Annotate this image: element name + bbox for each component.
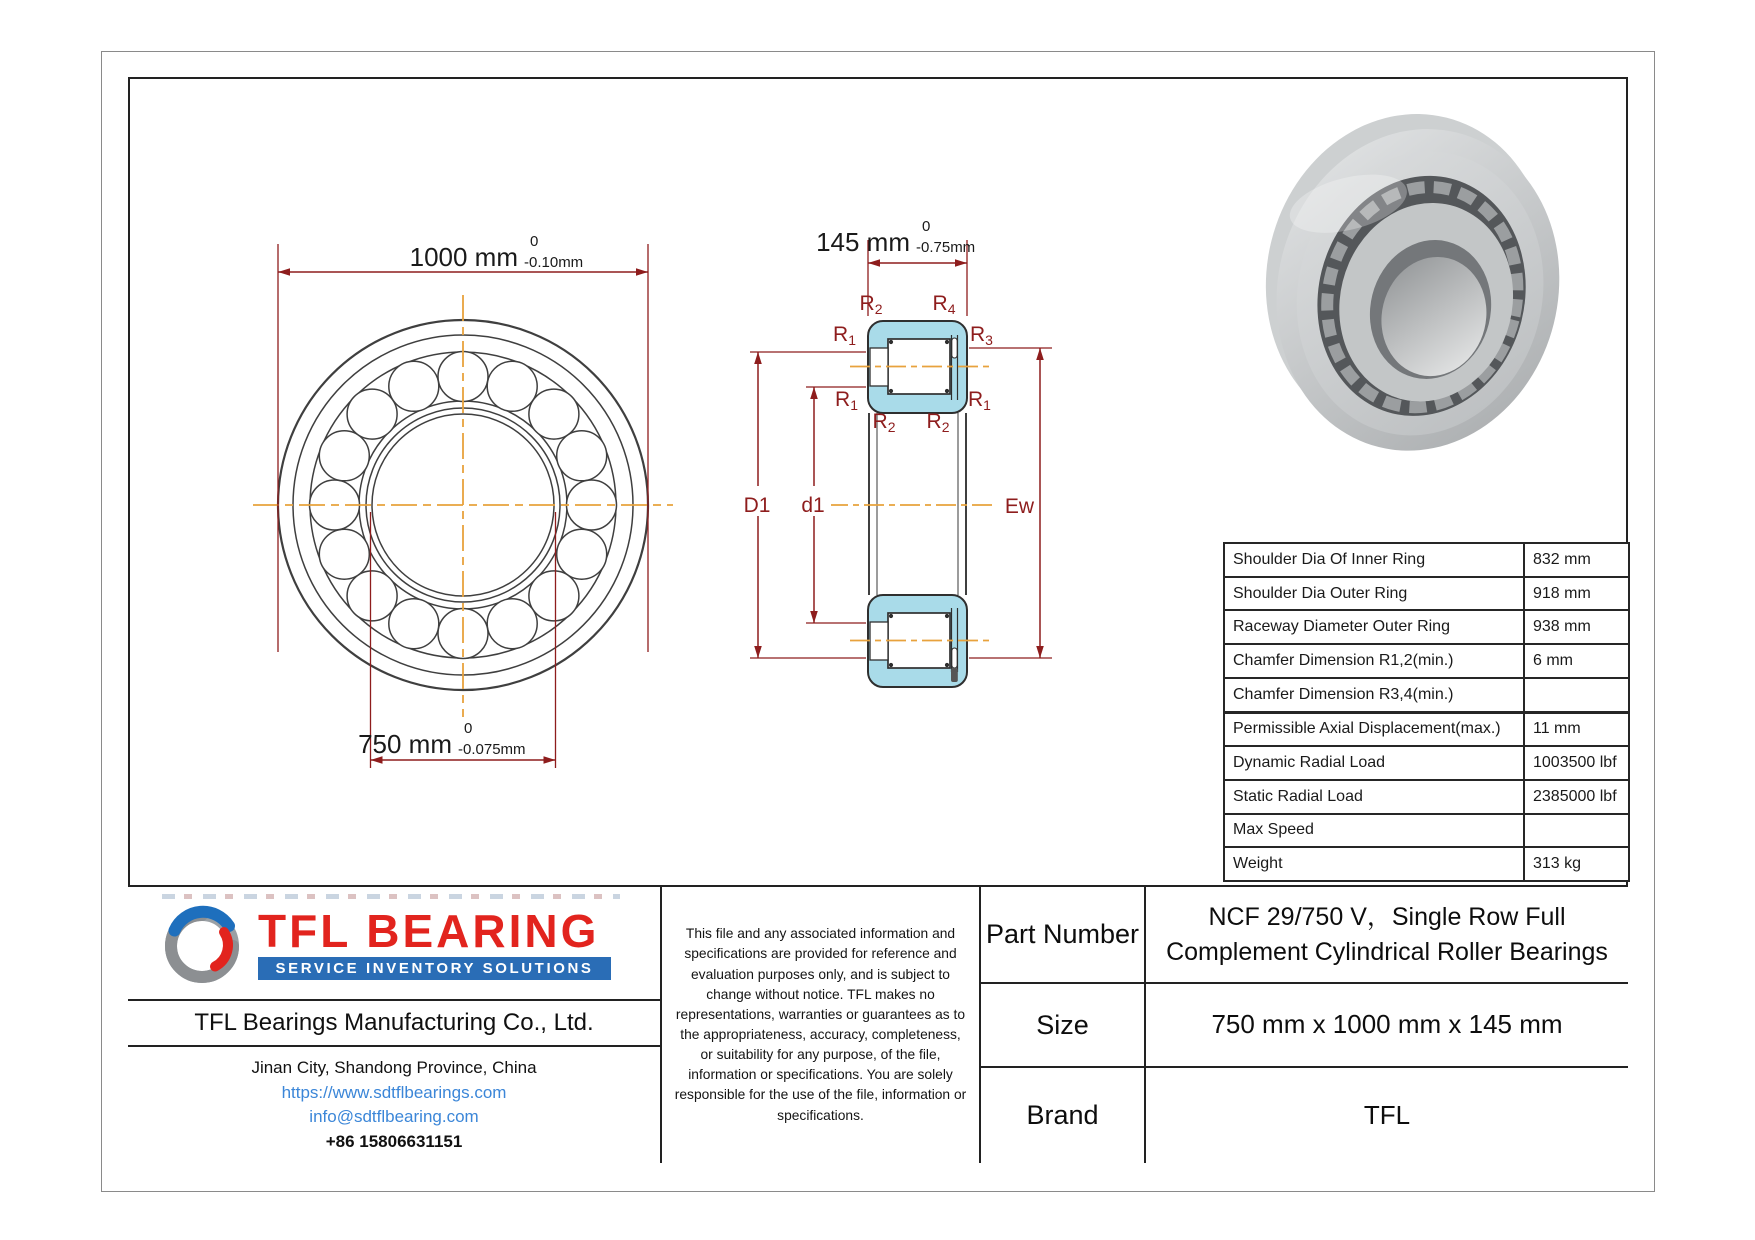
spec-label: Dynamic Radial Load xyxy=(1233,754,1386,772)
spec-label: Permissible Axial Displacement(max.) xyxy=(1233,720,1501,738)
bore-dimension-text: 750 mm xyxy=(358,729,452,759)
bearing-3d-render xyxy=(1229,84,1596,481)
spec-label: Chamfer Dimension R1,2(min.) xyxy=(1233,651,1454,669)
od-tolerance-lower: -0.10mm xyxy=(524,254,584,271)
r2-bottom-left-label: R2 xyxy=(872,410,896,435)
spec-value: 832 mm xyxy=(1523,544,1628,576)
logo-tagline-banner: SERVICE INVENTORY SOLUTIONS xyxy=(258,957,611,980)
bore-tolerance-upper: 0 xyxy=(464,720,473,737)
table-row xyxy=(1225,846,1628,880)
logo-brand-text: TFL BEARING xyxy=(258,905,600,957)
r2-bottom-right-label: R2 xyxy=(926,410,950,435)
website-link[interactable]: https://www.sdtflbearings.com xyxy=(281,1082,507,1102)
brand-value: TFL xyxy=(1146,1066,1628,1163)
r2-top-left-label: R2 xyxy=(859,292,883,317)
table-row xyxy=(1225,711,1628,746)
r3-upper-right-label: R3 xyxy=(970,323,993,348)
table-row xyxy=(1225,576,1628,610)
spec-value: 1003500 lbf xyxy=(1523,747,1628,779)
ew-label: Ew xyxy=(1004,495,1034,518)
phone-number: +86 15806631151 xyxy=(325,1131,463,1151)
table-row xyxy=(1225,813,1628,847)
title-block xyxy=(128,885,1628,1161)
company-contact-cell xyxy=(128,1045,660,1163)
email-link[interactable]: info@sdtflbearing.com xyxy=(309,1107,479,1126)
logo-text-group xyxy=(258,905,618,980)
part-number-label: Part Number xyxy=(985,919,1140,949)
spec-label: Shoulder Dia Of Inner Ring xyxy=(1233,550,1426,568)
part-number-value: NCF 29/750 V，Single Row Full Complement Cylindrical Roller Bearings xyxy=(1166,903,1608,966)
width-dimension-text: 145 mm xyxy=(816,227,910,257)
bore-tolerance-lower: -0.075mm xyxy=(458,741,526,758)
front-view-drawing xyxy=(253,233,673,768)
table-row xyxy=(1225,609,1628,643)
spec-label: Chamfer Dimension R3,4(min.) xyxy=(1233,685,1454,703)
table-row xyxy=(1225,779,1628,813)
field-value-column xyxy=(1146,887,1628,1163)
spec-value: 11 mm xyxy=(1523,714,1628,746)
r4-top-right-label: R4 xyxy=(932,292,956,317)
d1-outer-label: D1 xyxy=(743,494,771,517)
field-label-column xyxy=(981,887,1146,1163)
r1-mid-right-label: R1 xyxy=(968,388,991,413)
table-row xyxy=(1225,677,1628,711)
width-tolerance-upper: 0 xyxy=(922,218,931,235)
company-address: Jinan City, Shandong Province, China xyxy=(251,1058,537,1077)
spec-value: 6 mm xyxy=(1523,645,1628,677)
spec-label: Static Radial Load xyxy=(1233,787,1363,805)
spec-value: 2385000 lbf xyxy=(1523,781,1628,813)
spec-value: 938 mm xyxy=(1523,611,1628,643)
disclaimer-cell xyxy=(662,887,981,1163)
table-row xyxy=(1225,745,1628,779)
spec-value: 918 mm xyxy=(1523,578,1628,610)
logo-watermark-strip xyxy=(162,894,620,899)
size-value: 750 mm x 1000 mm x 145 mm xyxy=(1146,982,1628,1066)
specification-table xyxy=(1223,542,1630,882)
d1-inner-label: d1 xyxy=(801,494,825,517)
spec-label: Shoulder Dia Outer Ring xyxy=(1233,584,1408,602)
spec-value xyxy=(1523,679,1628,711)
table-row xyxy=(1225,544,1628,576)
size-label: Size xyxy=(981,982,1144,1066)
r1-upper-left-label: R1 xyxy=(833,323,856,348)
spec-label: Weight xyxy=(1233,855,1283,873)
od-dimension-text: 1000 mm xyxy=(409,242,518,272)
brand-label: Brand xyxy=(981,1066,1144,1163)
width-tolerance-lower: -0.75mm xyxy=(916,239,976,256)
spec-label: Raceway Diameter Outer Ring xyxy=(1233,618,1450,636)
tfl-logo-icon xyxy=(158,902,246,990)
company-name: TFL Bearings Manufacturing Co., Ltd. xyxy=(128,999,660,1045)
disclaimer-text: This file and any associated information and specifications are provided for reference and evaluation purposes only, and is subject to change without notice. TFL makes no representations, warranties or guarantees as to the appropriateness, accuracy, completeness, or suitability for any purpose, of the file, information or specifications. You are solely responsible for the use of the file, information or specifications. xyxy=(674,926,967,1123)
logo-cell xyxy=(128,887,660,999)
spec-value xyxy=(1523,815,1628,847)
r1-mid-left-label: R1 xyxy=(835,388,858,413)
spec-value: 313 kg xyxy=(1523,848,1628,880)
od-tolerance-upper: 0 xyxy=(530,233,539,250)
spec-label: Max Speed xyxy=(1233,821,1314,839)
table-row xyxy=(1225,643,1628,677)
section-view-drawing xyxy=(740,218,1052,687)
company-column xyxy=(128,887,662,1163)
